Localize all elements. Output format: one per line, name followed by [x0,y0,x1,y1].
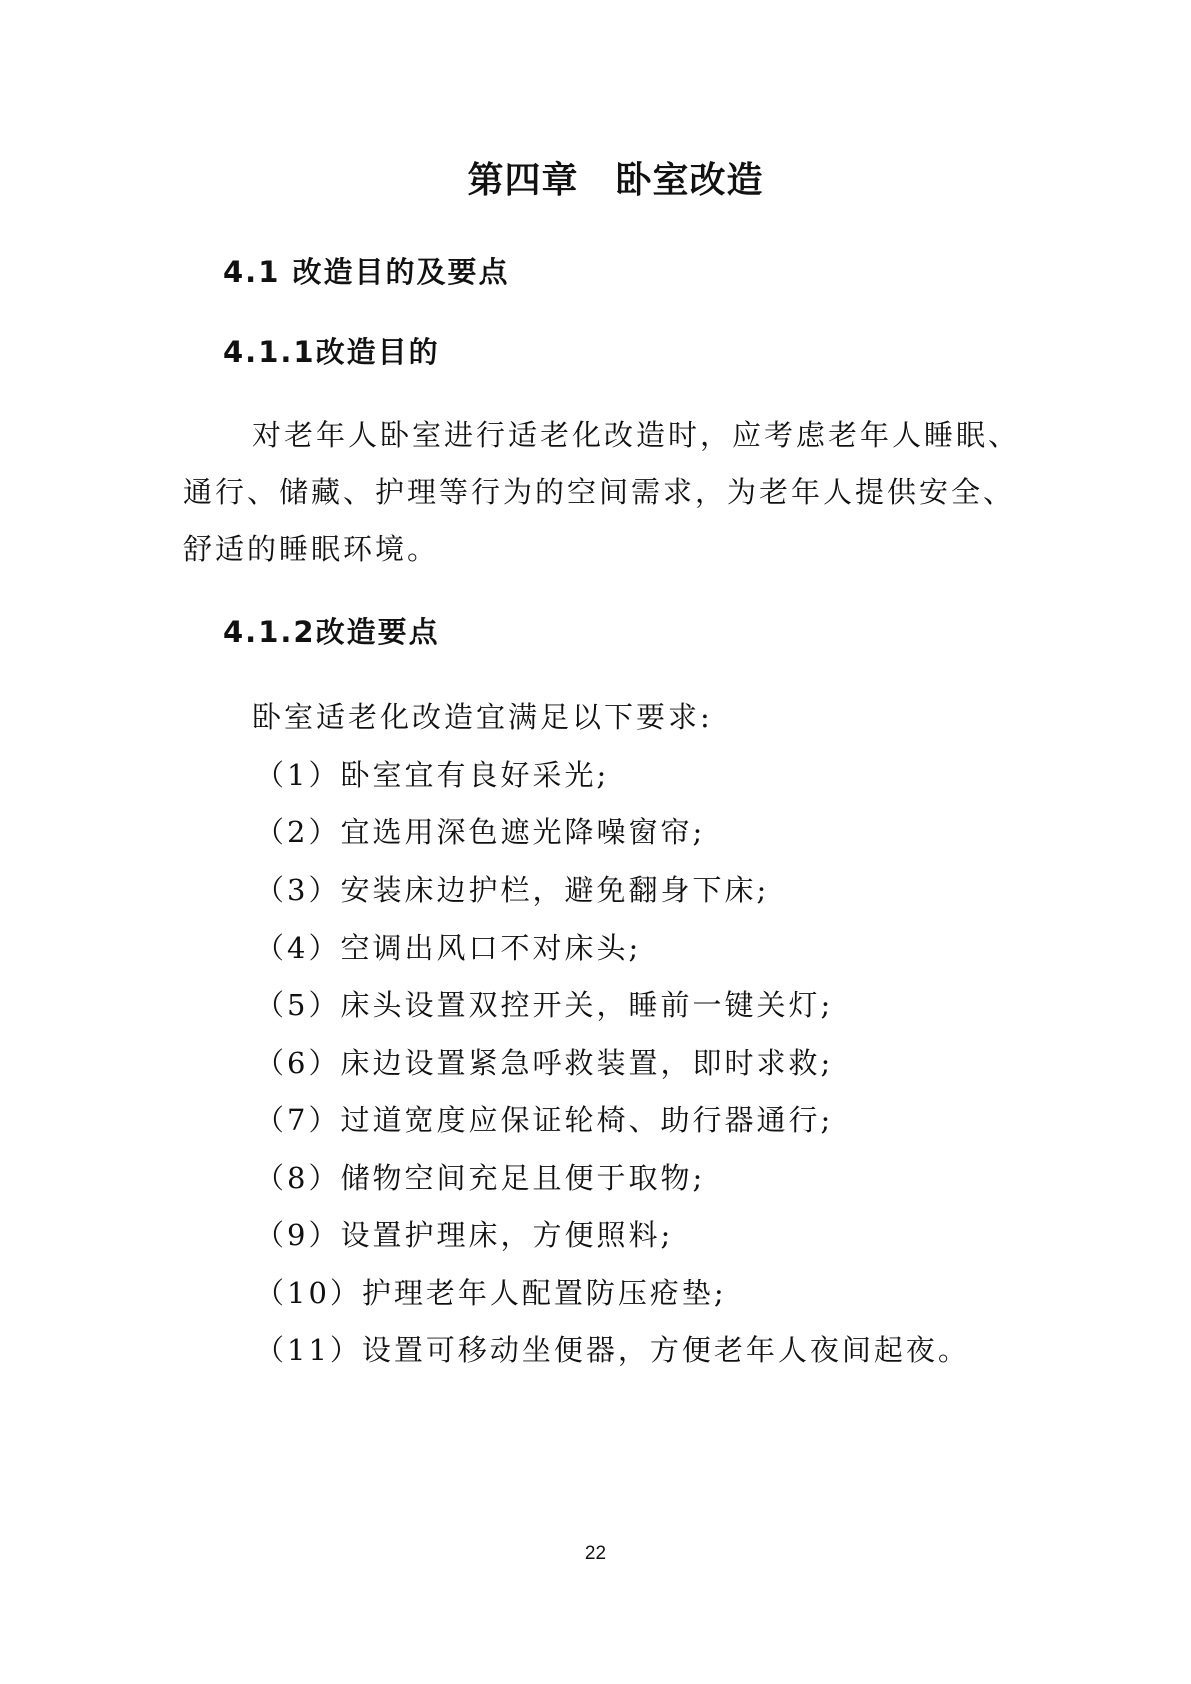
paragraph-line-3: 舒适的睡眠环境。 [183,532,440,566]
list-item-5: （5）床头设置双控开关，睡前一键关灯; [255,988,834,1022]
section-heading-4-1: 4.1 改造目的及要点 [223,255,510,289]
list-item-9: （9）设置护理床，方便照料; [255,1218,674,1252]
chapter-title: 第四章 卧室改造 [467,160,764,201]
list-item-2: （2）宜选用深色遮光降噪窗帘; [255,815,706,849]
list-item-11: （11）设置可移动坐便器，方便老年人夜间起夜。 [255,1333,970,1367]
paragraph-line-1: 对老年人卧室进行适老化改造时，应考虑老年人睡眠、 [252,418,1021,452]
list-item-6: （6）床边设置紧急呼救装置，即时求救; [255,1046,834,1080]
section-heading-4-1-1: 4.1.1改造目的 [223,335,440,369]
list-item-1: （1）卧室宜有良好采光; [255,758,610,792]
section-heading-4-1-2: 4.1.2改造要点 [223,615,440,649]
paragraph-line-2: 通行、储藏、护理等行为的空间需求，为老年人提供安全、 [183,475,1016,509]
list-item-4: （4）空调出风口不对床头; [255,931,642,965]
list-item-3: （3）安装床边护栏，避免翻身下床; [255,873,770,907]
list-item-10: （10）护理老年人配置防压疮垫; [255,1276,727,1310]
list-intro: 卧室适老化改造宜满足以下要求: [252,700,713,734]
page-number: 22 [584,1543,607,1564]
list-item-8: （8）储物空间充足且便于取物; [255,1161,706,1195]
list-item-7: （7）过道宽度应保证轮椅、助行器通行; [255,1103,834,1137]
